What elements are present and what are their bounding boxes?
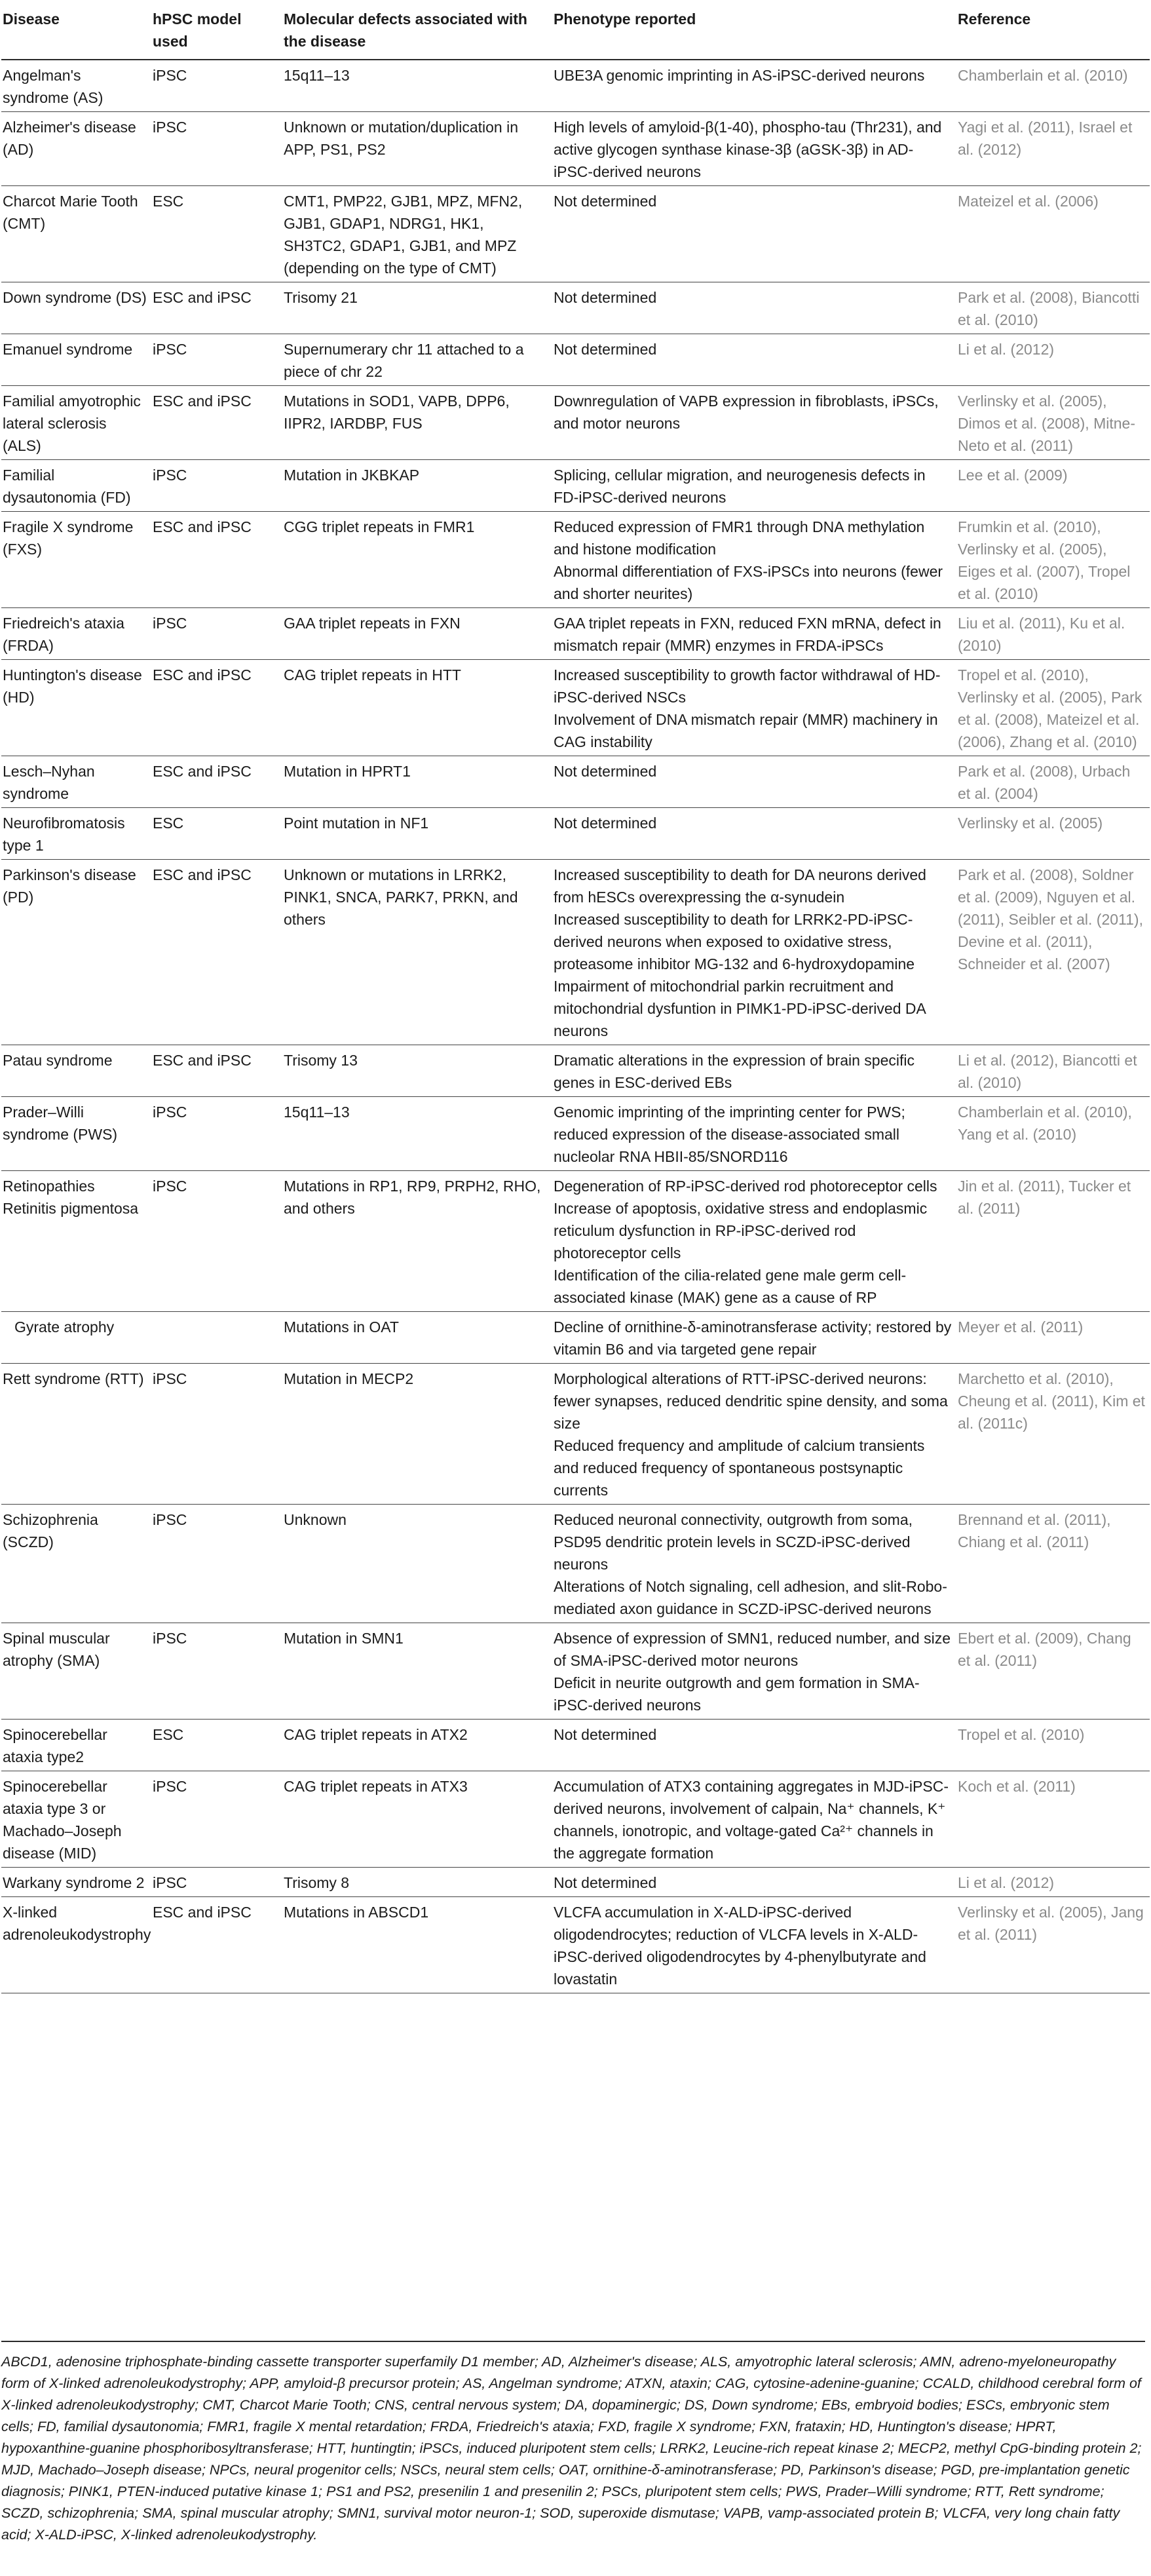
cell-phenotype: UBE3A genomic imprinting in AS-iPSC-derived neurons xyxy=(552,60,956,112)
cell-defects: Mutations in SOD1, VAPB, DPP6, IIPR2, IARDBP, FUS xyxy=(282,386,552,460)
cell-defects: Trisomy 21 xyxy=(282,282,552,334)
cell-disease: Retinopathies Retinitis pigmentosa xyxy=(1,1171,151,1312)
cell-model: ESC and iPSC xyxy=(151,1897,282,1993)
cell-reference: Mateizel et al. (2006) xyxy=(956,186,1150,282)
cell-model: iPSC xyxy=(151,60,282,112)
cell-model: iPSC xyxy=(151,1364,282,1505)
table-row xyxy=(1,1868,1150,1897)
cell-phenotype: GAA triplet repeats in FXN, reduced FXN mRNA, defect in mismatch repair (MMR) enzymes in FRDA-iPSCs xyxy=(552,608,956,660)
cell-reference: Chamberlain et al. (2010) xyxy=(956,60,1150,112)
table-header-row xyxy=(1,0,1150,60)
cell-reference: Brennand et al. (2011), Chiang et al. (2011) xyxy=(956,1505,1150,1623)
header-model: hPSC model used xyxy=(151,0,282,60)
cell-reference: Frumkin et al. (2010), Verlinsky et al. (2005), Eiges et al. (2007), Tropel et al. (2010) xyxy=(956,512,1150,608)
cell-disease: Familial dysautonomia (FD) xyxy=(1,460,151,512)
cell-phenotype: High levels of amyloid-β(1-40), phospho-tau (Thr231), and active glycogen synthase kinase-3β (aGSK-3β) in AD-iPSC-derived neurons xyxy=(552,112,956,186)
cell-model: ESC xyxy=(151,186,282,282)
cell-disease: Alzheimer's disease (AD) xyxy=(1,112,151,186)
cell-disease: Rett syndrome (RTT) xyxy=(1,1364,151,1505)
cell-model: ESC and iPSC xyxy=(151,512,282,608)
cell-reference: Tropel et al. (2010), Verlinsky et al. (2005), Park et al. (2008), Mateizel et al. (2006), Zhang et al. (2010) xyxy=(956,660,1150,756)
cell-phenotype: Dramatic alterations in the expression of brain specific genes in ESC-derived EBs xyxy=(552,1045,956,1097)
table-body xyxy=(1,60,1150,1993)
cell-reference: Verlinsky et al. (2005), Dimos et al. (2008), Mitne-Neto et al. (2011) xyxy=(956,386,1150,460)
cell-phenotype: Splicing, cellular migration, and neurogenesis defects in FD-iPSC-derived neurons xyxy=(552,460,956,512)
cell-defects: Point mutation in NF1 xyxy=(282,808,552,860)
cell-defects: Mutation in MECP2 xyxy=(282,1364,552,1505)
cell-disease: Spinocerebellar ataxia type 3 or Machado–Joseph disease (MID) xyxy=(1,1771,151,1868)
cell-model: iPSC xyxy=(151,1623,282,1720)
cell-phenotype: Absence of expression of SMN1, reduced number, and size of SMA-iPSC-derived motor neurons Deficit in neurite outgrowth and gem formation in SMA-iPSC-derived neurons xyxy=(552,1623,956,1720)
table-row xyxy=(1,386,1150,460)
cell-reference: Li et al. (2012) xyxy=(956,334,1150,386)
cell-model: ESC xyxy=(151,1720,282,1771)
cell-defects: Mutation in SMN1 xyxy=(282,1623,552,1720)
cell-model: iPSC xyxy=(151,1171,282,1312)
cell-phenotype: Not determined xyxy=(552,1720,956,1771)
cell-model: iPSC xyxy=(151,334,282,386)
cell-defects: Mutation in HPRT1 xyxy=(282,756,552,808)
cell-reference: Tropel et al. (2010) xyxy=(956,1720,1150,1771)
cell-model: ESC and iPSC xyxy=(151,660,282,756)
cell-defects: CGG triplet repeats in FMR1 xyxy=(282,512,552,608)
table-row xyxy=(1,1897,1150,1993)
cell-reference: Chamberlain et al. (2010), Yang et al. (2010) xyxy=(956,1097,1150,1171)
header-phenotype: Phenotype reported xyxy=(552,0,956,60)
cell-disease: Spinal muscular atrophy (SMA) xyxy=(1,1623,151,1720)
cell-disease: Emanuel syndrome xyxy=(1,334,151,386)
cell-model xyxy=(151,1312,282,1364)
cell-defects: GAA triplet repeats in FXN xyxy=(282,608,552,660)
table-row xyxy=(1,660,1150,756)
cell-model: ESC and iPSC xyxy=(151,282,282,334)
table-row xyxy=(1,282,1150,334)
cell-phenotype: Accumulation of ATX3 containing aggregates in MJD-iPSC-derived neurons, involvement of calpain, Na⁺ channels, K⁺ channels, ionotropic, and voltage-gated Ca²⁺ channels in the aggregate formation xyxy=(552,1771,956,1868)
cell-model: iPSC xyxy=(151,608,282,660)
table-row xyxy=(1,860,1150,1045)
table-row xyxy=(1,1045,1150,1097)
cell-disease: Patau syndrome xyxy=(1,1045,151,1097)
cell-disease: Schizophrenia (SCZD) xyxy=(1,1505,151,1623)
header-defects: Molecular defects associated with the disease xyxy=(282,0,552,60)
cell-reference: Yagi et al. (2011), Israel et al. (2012) xyxy=(956,112,1150,186)
cell-phenotype: Not determined xyxy=(552,334,956,386)
cell-phenotype: Decline of ornithine-δ-aminotransferase activity; restored by vitamin B6 and via targeted gene repair xyxy=(552,1312,956,1364)
cell-disease: Familial amyotrophic lateral sclerosis (ALS) xyxy=(1,386,151,460)
cell-model: ESC and iPSC xyxy=(151,860,282,1045)
table-row xyxy=(1,334,1150,386)
cell-defects: Mutations in ABSCD1 xyxy=(282,1897,552,1993)
cell-disease: Prader–Willi syndrome (PWS) xyxy=(1,1097,151,1171)
cell-disease: Lesch–Nyhan syndrome xyxy=(1,756,151,808)
cell-disease: Angelman's syndrome (AS) xyxy=(1,60,151,112)
cell-disease: Fragile X syndrome (FXS) xyxy=(1,512,151,608)
cell-reference: Li et al. (2012) xyxy=(956,1868,1150,1897)
table-row xyxy=(1,460,1150,512)
cell-defects: Mutations in RP1, RP9, PRPH2, RHO, and others xyxy=(282,1171,552,1312)
table-row xyxy=(1,1623,1150,1720)
cell-phenotype: Not determined xyxy=(552,1868,956,1897)
table-row xyxy=(1,1505,1150,1623)
cell-reference: Verlinsky et al. (2005), Jang et al. (2011) xyxy=(956,1897,1150,1993)
cell-defects: CMT1, PMP22, GJB1, MPZ, MFN2, GJB1, GDAP1, NDRG1, HK1, SH3TC2, GDAP1, GJB1, and MPZ (depending on the type of CMT) xyxy=(282,186,552,282)
cell-model: ESC and iPSC xyxy=(151,756,282,808)
table-row xyxy=(1,512,1150,608)
cell-reference: Park et al. (2008), Urbach et al. (2004) xyxy=(956,756,1150,808)
table-row xyxy=(1,186,1150,282)
cell-disease: Friedreich's ataxia (FRDA) xyxy=(1,608,151,660)
table-row xyxy=(1,608,1150,660)
cell-model: iPSC xyxy=(151,1097,282,1171)
cell-model: ESC and iPSC xyxy=(151,386,282,460)
cell-defects: 15q11–13 xyxy=(282,1097,552,1171)
table-row xyxy=(1,808,1150,860)
cell-model: iPSC xyxy=(151,1505,282,1623)
cell-defects: CAG triplet repeats in ATX3 xyxy=(282,1771,552,1868)
cell-reference: Koch et al. (2011) xyxy=(956,1771,1150,1868)
table-footnote: ABCD1, adenosine triphosphate-binding cassette transporter superfamily D1 member; AD, Alzheimer's disease; ALS, amyotrophic lateral sclerosis; AMN, adreno-myeloneuropathy form of X-linked adrenoleukodystrophy; APP, amyloid-β precursor protein; AS, Angelman syndrome; ATXN, ataxin; CAG, cytosine-adenine-guanine; CCALD, childhood cerebral form of X-linked adrenoleukodystrophy; CMT, Charcot Marie Tooth; CNS, central nervous system; DA, dopaminergic; DS, Down syndrome; EBs, embryoid bodies; ESCs, embryonic stem cells; FD, familial dysautonomia; FMR1, fragile X mental retardation; FRDA, Friedreich's ataxia; FXD, fragile X syndrome; FXN, frataxin; HD, Huntington's disease; HPRT, hypoxanthine-guanine phosphoribosyltransferase; HTT, huntingtin; iPSCs, induced pluripotent stem cells; LRRK2, Leucine-rich repeat kinase 2; MECP2, methyl CpG-binding protein 2; MJD, Machado–Joseph disease; NPCs, neural progenitor cells; NSCs, neural stem cells; OAT, ornithine-δ-aminotransferase; PD, Parkinson's disease; PGD, pre-implantation genetic diagnosis; PINK1, PTEN-induced putative kinase 1; PS1 and PS2, presenilin 1 and presenilin 2; PSCs, pluripotent stem cells; PWS, Prader–Willi syndrome; RTT, Rett syndrome; SCZD, schizophrenia; SMA, spinal muscular atrophy; SMN1, survival motor neuron-1; SOD, superoxide dismutase; VAPB, vamp-associated protein B; VLCFA, very long chain fatty acid; X-ALD-iPSC, X-linked adrenoleukodystrophy. xyxy=(1,2341,1145,2546)
cell-phenotype: Not determined xyxy=(552,756,956,808)
table-row xyxy=(1,1171,1150,1312)
cell-model: iPSC xyxy=(151,460,282,512)
cell-reference: Lee et al. (2009) xyxy=(956,460,1150,512)
cell-defects: Supernumerary chr 11 attached to a piece of chr 22 xyxy=(282,334,552,386)
table-row xyxy=(1,1097,1150,1171)
cell-defects: CAG triplet repeats in HTT xyxy=(282,660,552,756)
cell-phenotype: Increased susceptibility to growth factor withdrawal of HD-iPSC-derived NSCs Involvement of DNA mismatch repair (MMR) machinery in CAG instability xyxy=(552,660,956,756)
cell-defects: Trisomy 13 xyxy=(282,1045,552,1097)
table-row xyxy=(1,112,1150,186)
cell-reference: Liu et al. (2011), Ku et al. (2010) xyxy=(956,608,1150,660)
cell-defects: Unknown xyxy=(282,1505,552,1623)
cell-defects: Unknown or mutation/duplication in APP, PS1, PS2 xyxy=(282,112,552,186)
cell-reference: Ebert et al. (2009), Chang et al. (2011) xyxy=(956,1623,1150,1720)
cell-reference: Marchetto et al. (2010), Cheung et al. (2011), Kim et al. (2011c) xyxy=(956,1364,1150,1505)
cell-defects: 15q11–13 xyxy=(282,60,552,112)
cell-defects: Mutations in OAT xyxy=(282,1312,552,1364)
cell-disease: Down syndrome (DS) xyxy=(1,282,151,334)
cell-reference: Park et al. (2008), Soldner et al. (2009), Nguyen et al. (2011), Seibler et al. (2011), Devine et al. (2011), Schneider et al. (2007) xyxy=(956,860,1150,1045)
disease-model-table xyxy=(1,0,1150,1993)
cell-reference: Park et al. (2008), Biancotti et al. (2010) xyxy=(956,282,1150,334)
cell-phenotype: Increased susceptibility to death for DA neurons derived from hESCs overexpressing the α-synudein Increased susceptibility to death for LRRK2-PD-iPSC-derived neurons when exposed to oxidative stress, proteasome inhibitor MG-132 and 6-hydroxydopamine Impairment of mitochondrial parkin recruitment and mitochondrial dysfuntion in PIMK1-PD-iPSC-derived DA neurons xyxy=(552,860,956,1045)
cell-reference: Jin et al. (2011), Tucker et al. (2011) xyxy=(956,1171,1150,1312)
table-row xyxy=(1,1364,1150,1505)
cell-disease: Neurofibromatosis type 1 xyxy=(1,808,151,860)
table-row xyxy=(1,756,1150,808)
cell-reference: Meyer et al. (2011) xyxy=(956,1312,1150,1364)
cell-defects: CAG triplet repeats in ATX2 xyxy=(282,1720,552,1771)
cell-model: ESC xyxy=(151,808,282,860)
cell-model: iPSC xyxy=(151,112,282,186)
cell-disease: Gyrate atrophy xyxy=(1,1312,151,1364)
cell-disease: Warkany syndrome 2 xyxy=(1,1868,151,1897)
cell-defects: Trisomy 8 xyxy=(282,1868,552,1897)
table-row xyxy=(1,1771,1150,1868)
cell-phenotype: Degeneration of RP-iPSC-derived rod photoreceptor cells Increase of apoptosis, oxidative stress and endoplasmic reticulum dysfunction in RP-iPSC-derived rod photoreceptor cells Identification of the cilia-related gene male germ cell-associated kinase (MAK) gene as a cause of RP xyxy=(552,1171,956,1312)
cell-phenotype: Not determined xyxy=(552,282,956,334)
cell-defects: Unknown or mutations in LRRK2, PINK1, SNCA, PARK7, PRKN, and others xyxy=(282,860,552,1045)
cell-phenotype: VLCFA accumulation in X-ALD-iPSC-derived oligodendrocytes; reduction of VLCFA levels in X-ALD-iPSC-derived oligodendrocytes by 4-phenylbutyrate and lovastatin xyxy=(552,1897,956,1993)
cell-phenotype: Not determined xyxy=(552,186,956,282)
cell-phenotype: Morphological alterations of RTT-iPSC-derived neurons: fewer synapses, reduced dendritic spine density, and soma size Reduced frequency and amplitude of calcium transients and reduced frequency of spontaneous postsynaptic currents xyxy=(552,1364,956,1505)
table-row xyxy=(1,1720,1150,1771)
cell-reference: Li et al. (2012), Biancotti et al. (2010) xyxy=(956,1045,1150,1097)
cell-model: ESC and iPSC xyxy=(151,1045,282,1097)
cell-disease: Spinocerebellar ataxia type2 xyxy=(1,1720,151,1771)
cell-reference: Verlinsky et al. (2005) xyxy=(956,808,1150,860)
table-row xyxy=(1,1312,1150,1364)
cell-model: iPSC xyxy=(151,1771,282,1868)
cell-phenotype: Genomic imprinting of the imprinting center for PWS; reduced expression of the disease-associated small nucleolar RNA HBII-85/SNORD116 xyxy=(552,1097,956,1171)
header-reference: Reference xyxy=(956,0,1150,60)
cell-phenotype: Not determined xyxy=(552,808,956,860)
cell-model: iPSC xyxy=(151,1868,282,1897)
header-disease: Disease xyxy=(1,0,151,60)
table-row xyxy=(1,60,1150,112)
cell-disease: X-linked adrenoleukodystrophy xyxy=(1,1897,151,1993)
cell-phenotype: Reduced expression of FMR1 through DNA methylation and histone modification Abnormal differentiation of FXS-iPSCs into neurons (fewer and shorter neurites) xyxy=(552,512,956,608)
cell-disease: Parkinson's disease (PD) xyxy=(1,860,151,1045)
cell-disease: Huntington's disease (HD) xyxy=(1,660,151,756)
cell-disease: Charcot Marie Tooth (CMT) xyxy=(1,186,151,282)
cell-phenotype: Reduced neuronal connectivity, outgrowth from soma, PSD95 dendritic protein levels in SCZD-iPSC-derived neurons Alterations of Notch signaling, cell adhesion, and slit-Robo-mediated axon guidance in SCZD-iPSC-derived neurons xyxy=(552,1505,956,1623)
cell-phenotype: Downregulation of VAPB expression in fibroblasts, iPSCs, and motor neurons xyxy=(552,386,956,460)
cell-defects: Mutation in JKBKAP xyxy=(282,460,552,512)
